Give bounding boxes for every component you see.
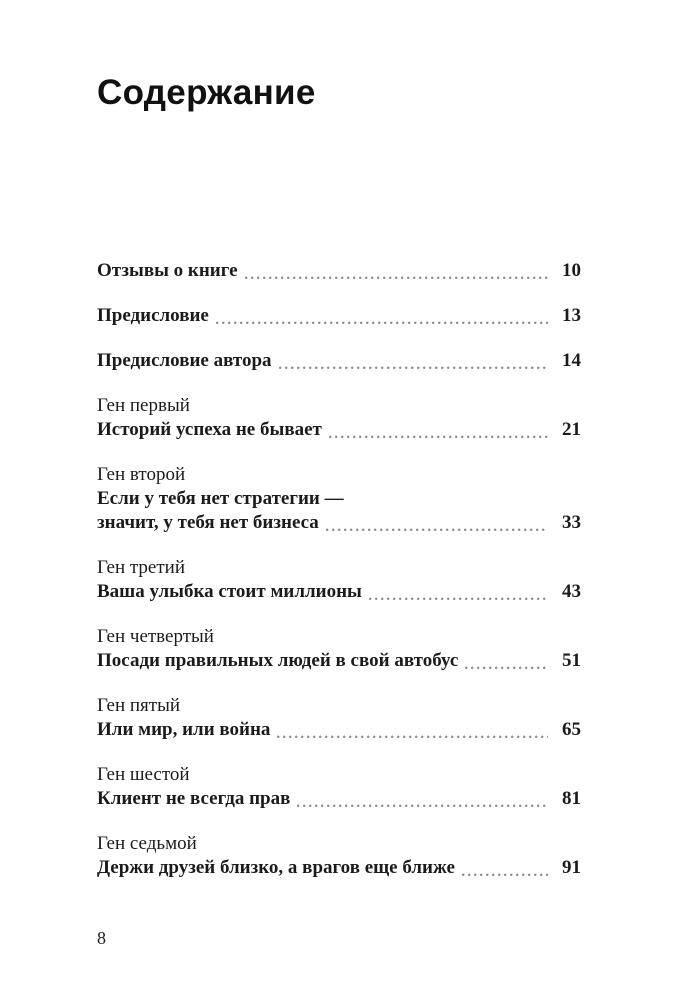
toc-chapter-label: Ген третий bbox=[97, 556, 185, 578]
toc-chapter-label: Ген шестой bbox=[97, 763, 190, 785]
toc-entry bbox=[97, 556, 581, 604]
toc-row bbox=[97, 304, 581, 328]
toc-title-line1: Если у тебя нет стратегии — bbox=[97, 487, 344, 509]
toc-entry bbox=[97, 625, 581, 673]
toc-chapter-label: Ген седьмой bbox=[97, 832, 197, 854]
table-of-contents bbox=[97, 259, 581, 880]
toc-row bbox=[97, 349, 581, 373]
toc-chapter-label: Ген пятый bbox=[97, 694, 181, 716]
toc-title: Историй успеха не бывает bbox=[97, 418, 322, 440]
toc-row bbox=[97, 856, 581, 880]
toc-row bbox=[97, 649, 581, 673]
toc-row bbox=[97, 718, 581, 742]
toc-page-number: 13 bbox=[562, 304, 581, 326]
toc-page-number: 10 bbox=[562, 259, 581, 281]
folio-page-number: 8 bbox=[97, 928, 106, 948]
toc-row bbox=[97, 787, 581, 811]
toc-chapter-label: Ген первый bbox=[97, 394, 190, 416]
toc-entry bbox=[97, 394, 581, 442]
dot-leader bbox=[326, 525, 548, 531]
toc-page-number: 51 bbox=[562, 649, 581, 671]
toc-row bbox=[97, 511, 581, 535]
dot-leader bbox=[245, 273, 548, 279]
toc-title: Держи друзей близко, а врагов еще ближе bbox=[97, 856, 455, 878]
dot-leader bbox=[462, 870, 548, 876]
toc-entry bbox=[97, 832, 581, 880]
toc-page-number: 14 bbox=[562, 349, 581, 371]
toc-title: значит, у тебя нет бизнеса bbox=[97, 511, 319, 533]
toc-row bbox=[97, 259, 581, 283]
toc-title: Клиент не всегда прав bbox=[97, 787, 291, 809]
toc-entry bbox=[97, 463, 581, 535]
dot-leader bbox=[329, 432, 548, 438]
toc-title: Ваша улыбка стоит миллионы bbox=[97, 580, 362, 602]
toc-row bbox=[97, 418, 581, 442]
toc-title: Отзывы о книге bbox=[97, 259, 238, 281]
dot-leader bbox=[279, 363, 548, 369]
toc-page-number: 33 bbox=[562, 511, 581, 533]
toc-row bbox=[97, 580, 581, 604]
toc-page-number: 91 bbox=[562, 856, 581, 878]
dot-leader bbox=[369, 594, 548, 600]
toc-entry bbox=[97, 304, 581, 328]
toc-chapter-label: Ген второй bbox=[97, 463, 186, 485]
toc-chapter-label: Ген четвертый bbox=[97, 625, 214, 647]
toc-page-number: 43 bbox=[562, 580, 581, 602]
toc-page-number: 81 bbox=[562, 787, 581, 809]
toc-title: Посади правильных людей в свой автобус bbox=[97, 649, 459, 671]
dot-leader bbox=[277, 732, 548, 738]
toc-page-number: 21 bbox=[562, 418, 581, 440]
dot-leader bbox=[465, 663, 548, 669]
toc-title: Или мир, или война bbox=[97, 718, 271, 740]
toc-page-number: 65 bbox=[562, 718, 581, 740]
toc-title: Предисловие автора bbox=[97, 349, 272, 371]
toc-entry bbox=[97, 694, 581, 742]
toc-entry bbox=[97, 349, 581, 373]
toc-entry bbox=[97, 763, 581, 811]
toc-title: Предисловие bbox=[97, 304, 209, 326]
page-title: Содержание bbox=[97, 73, 316, 112]
dot-leader bbox=[297, 801, 548, 807]
dot-leader bbox=[216, 318, 548, 324]
toc-entry bbox=[97, 259, 581, 283]
